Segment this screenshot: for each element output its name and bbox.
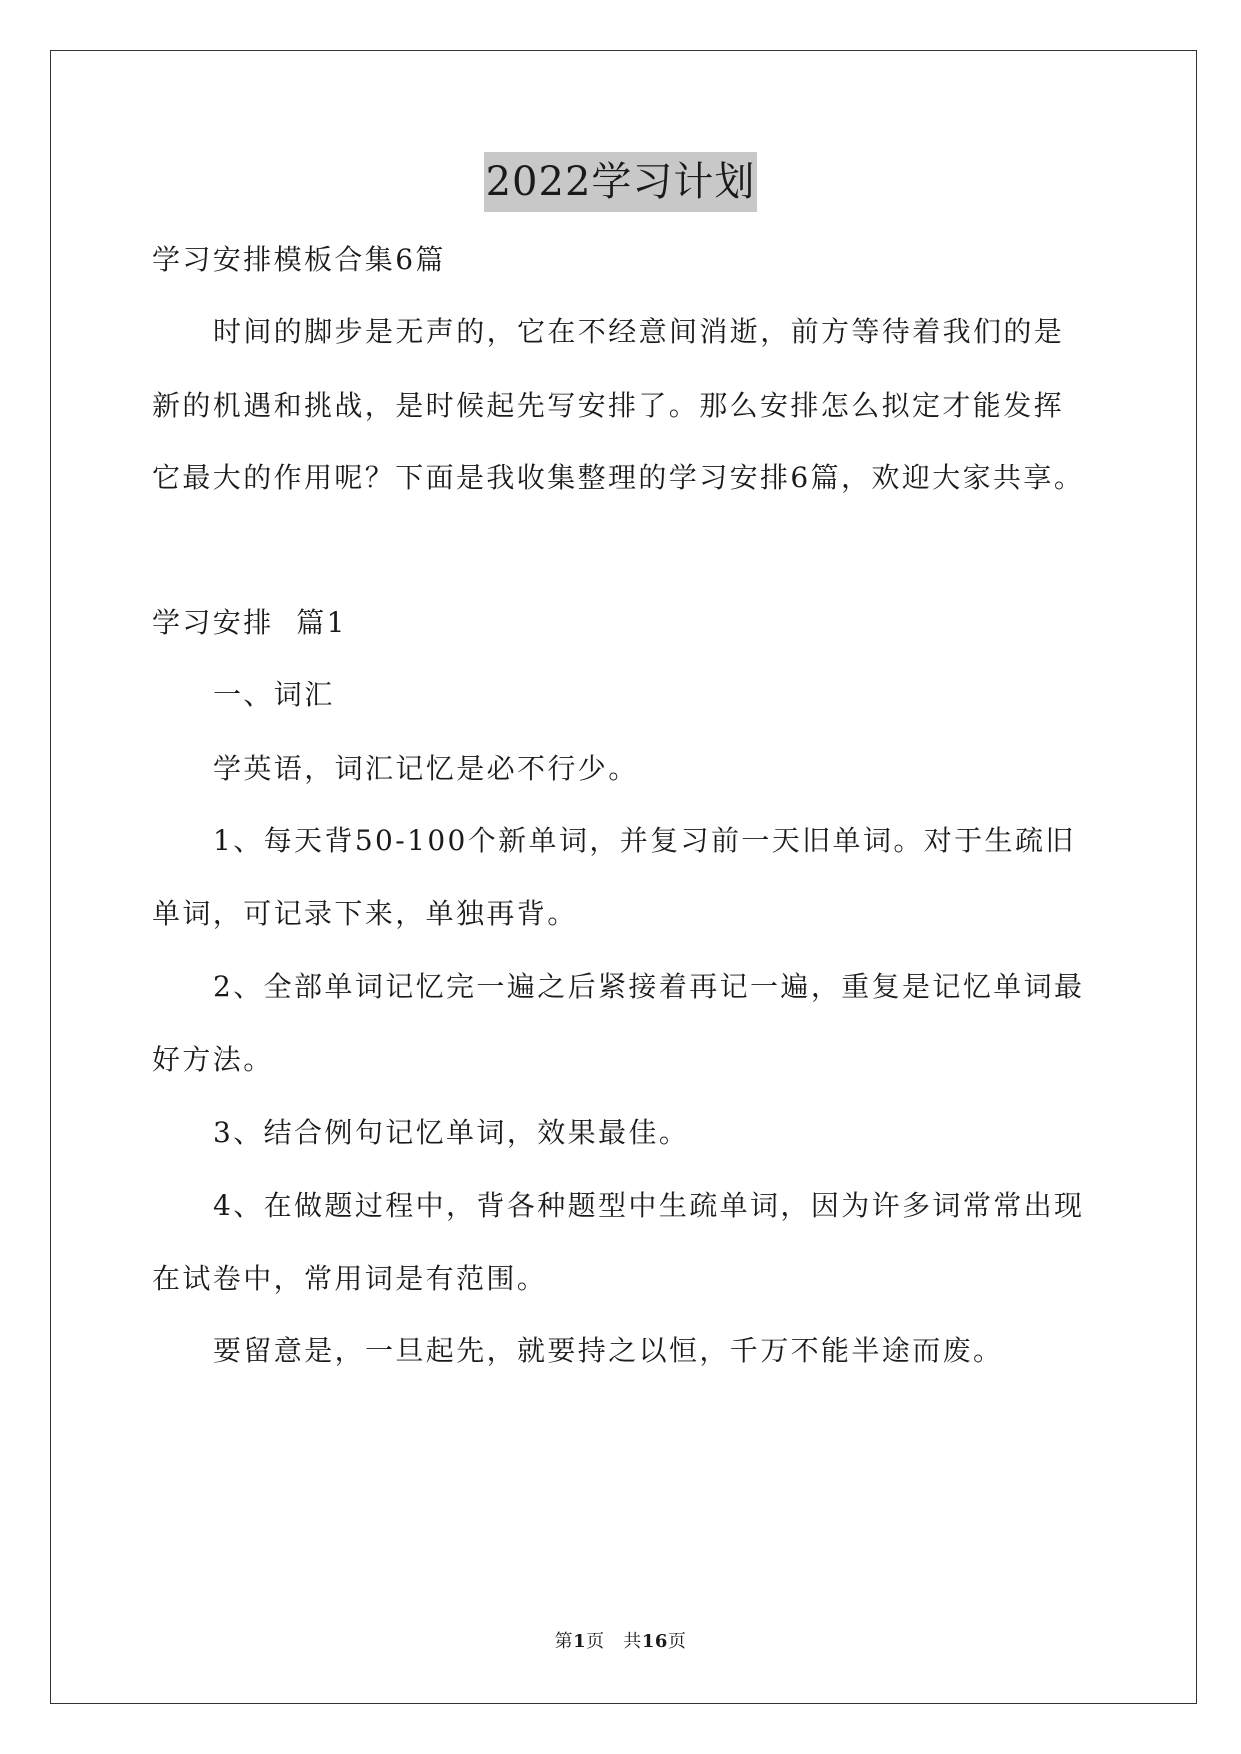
page-number-total: 16 bbox=[641, 1631, 668, 1652]
doc-subtitle: 学习安排模板合集6篇 bbox=[152, 243, 446, 276]
document-title-wrapper bbox=[0, 152, 1241, 212]
document-title: 2022学习计划 bbox=[484, 152, 758, 212]
item-4-line-1: 4、在做题过程中，背各种题型中生疏单词，因为许多词常常出现 bbox=[213, 1189, 1085, 1222]
item-2-line-2: 好方法。 bbox=[152, 1043, 274, 1076]
paragraph-vocab-intro: 学英语，词汇记忆是必不行少。 bbox=[213, 752, 639, 785]
item-1-line-2: 单词，可记录下来，单独再背。 bbox=[152, 897, 578, 930]
item-4-line-2: 在试卷中，常用词是有范围。 bbox=[152, 1262, 548, 1295]
intro-line-3: 它最大的作用呢？下面是我收集整理的学习安排6篇，欢迎大家共享。 bbox=[152, 461, 1085, 494]
intro-line-1: 时间的脚步是无声的，它在不经意间消逝，前方等待着我们的是 bbox=[213, 315, 1065, 348]
page-border bbox=[50, 50, 1197, 1704]
footer-mid: 页 共 bbox=[586, 1631, 642, 1652]
page-number-current: 1 bbox=[573, 1631, 587, 1652]
subsection-heading: 一、词汇 bbox=[213, 678, 335, 711]
closing-line: 要留意是，一旦起先，就要持之以恒，千万不能半途而废。 bbox=[213, 1334, 1004, 1367]
page-footer bbox=[0, 1630, 1241, 1654]
item-2-line-1: 2、全部单词记忆完一遍之后紧接着再记一遍，重复是记忆单词最 bbox=[213, 970, 1085, 1003]
item-3-line: 3、结合例句记忆单词，效果最佳。 bbox=[213, 1116, 690, 1149]
item-1-line-1: 1、每天背50-100个新单词，并复习前一天旧单词。对于生疏旧 bbox=[213, 824, 1076, 857]
footer-suffix: 页 bbox=[667, 1631, 687, 1652]
intro-line-2: 新的机遇和挑战，是时候起先写安排了。那么安排怎么拟定才能发挥 bbox=[152, 389, 1065, 422]
footer-prefix: 第 bbox=[554, 1631, 574, 1652]
section-heading: 学习安排 篇1 bbox=[152, 606, 347, 639]
